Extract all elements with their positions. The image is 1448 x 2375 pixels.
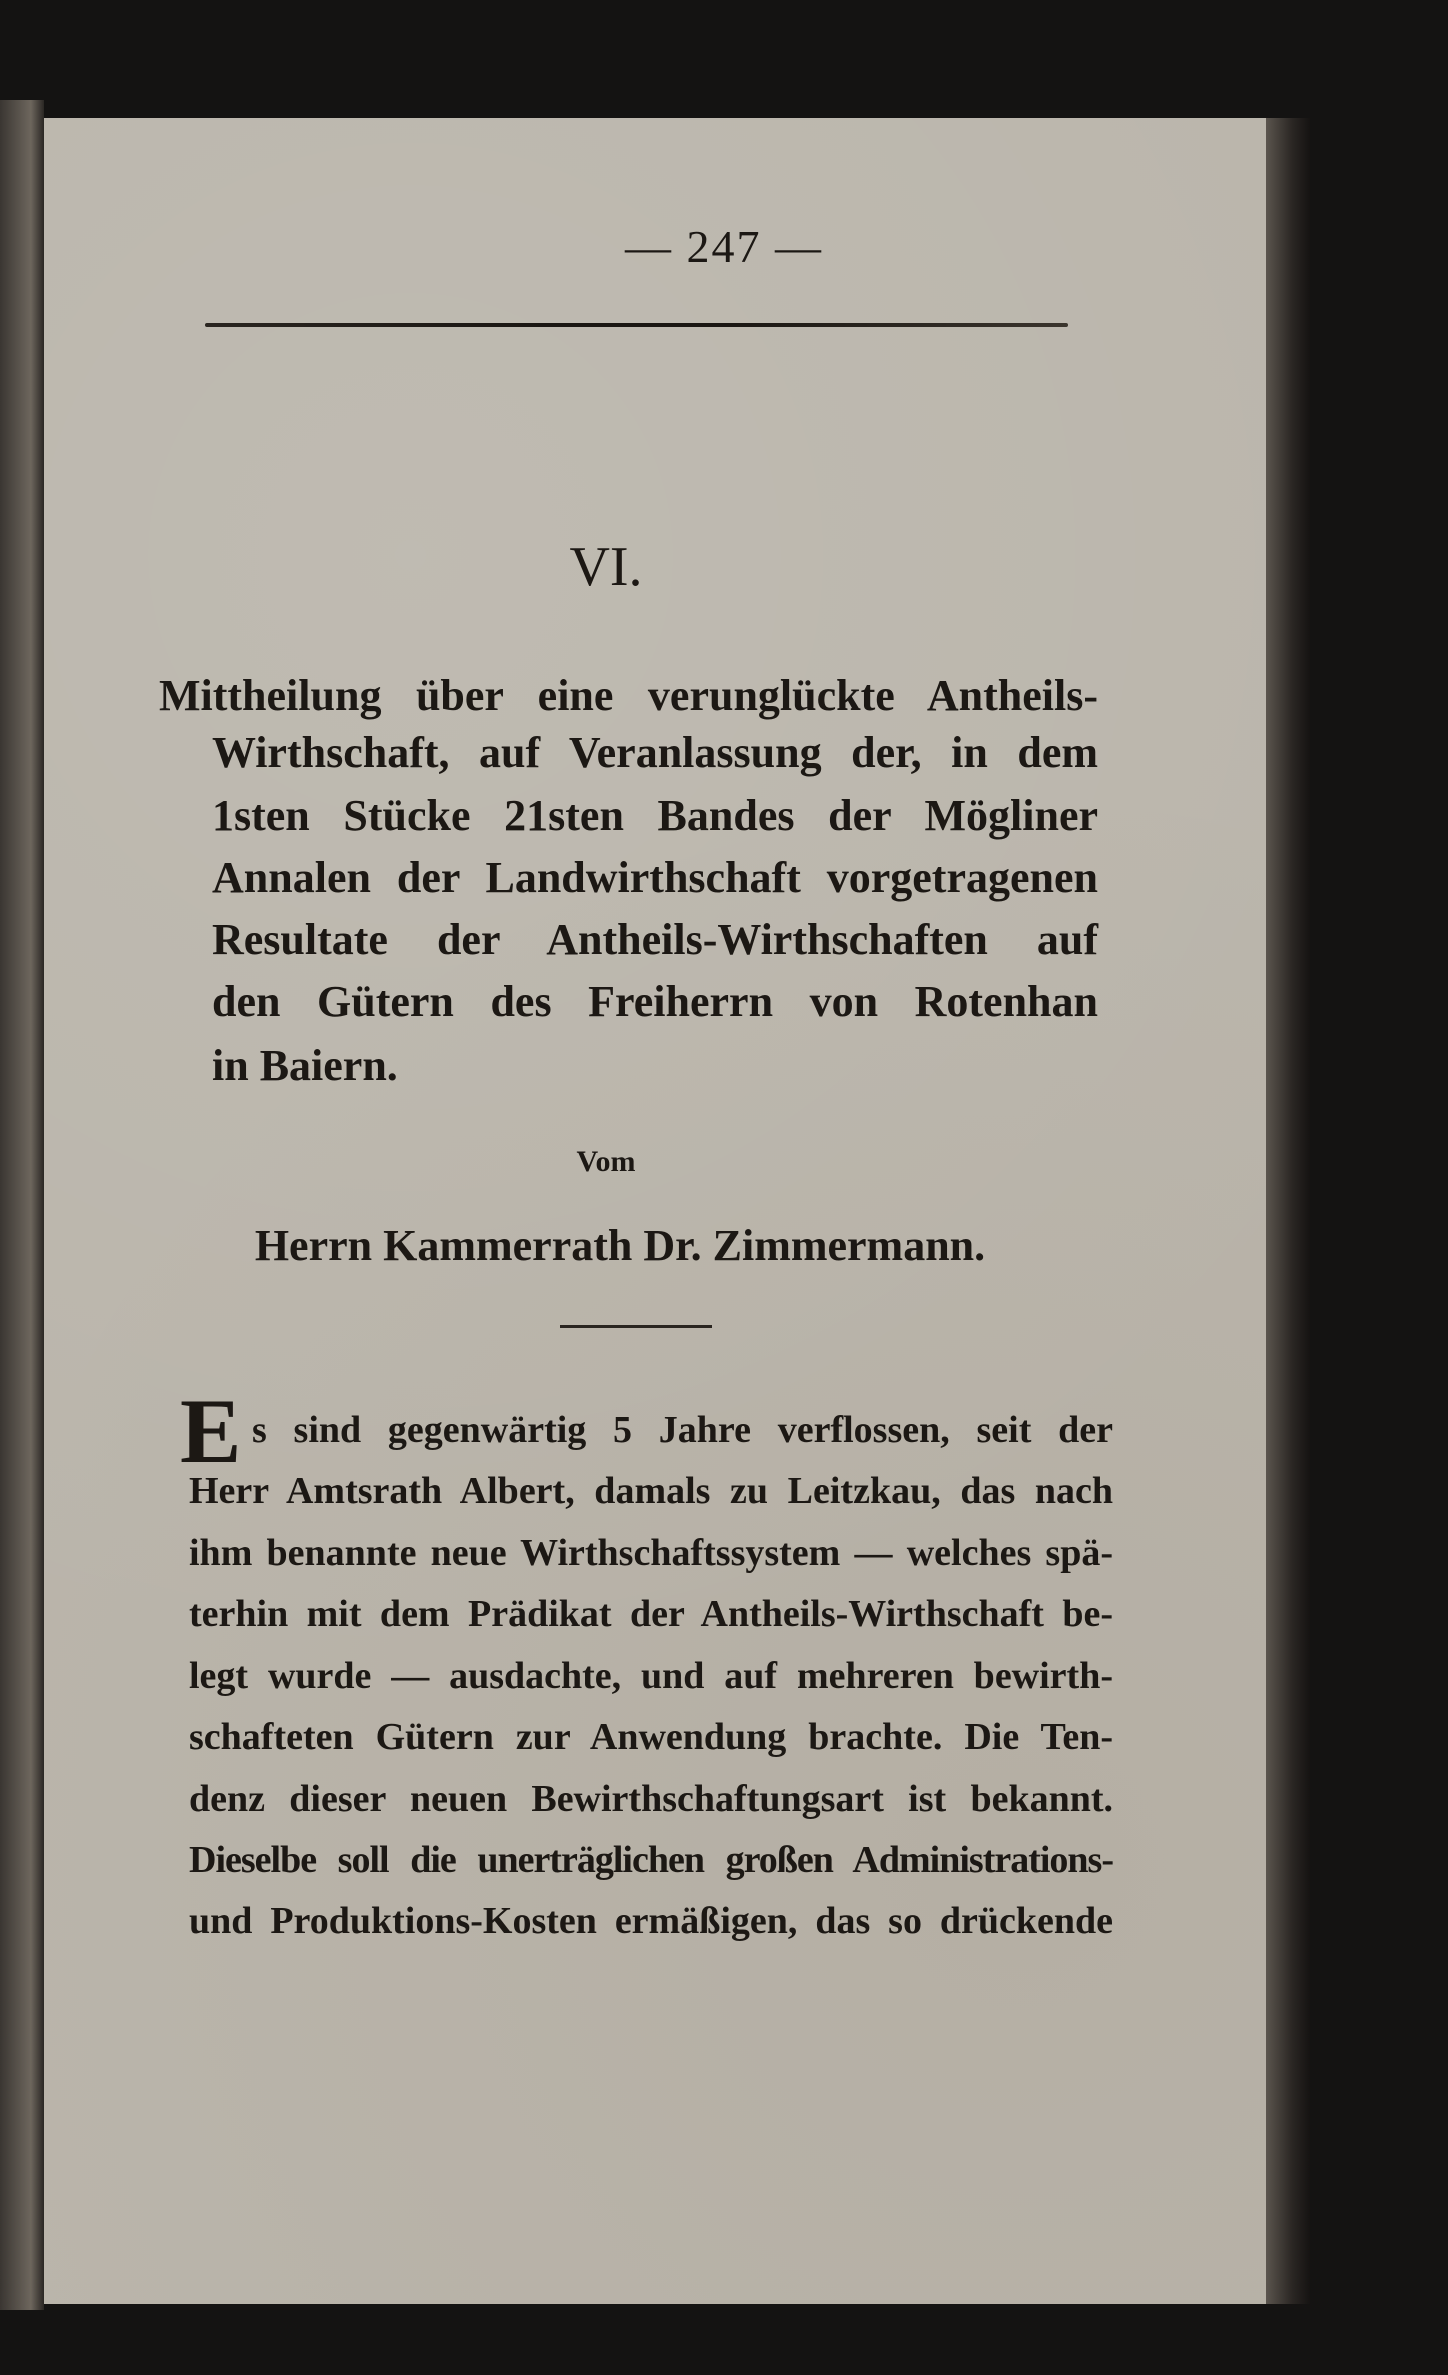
body-line: schafteten Gütern zur Anwendung brachte. Die Ten- xyxy=(189,1716,1113,1758)
title-line: den Gütern des Freiherrn von Rotenhan xyxy=(212,977,1098,1026)
title-line: Resultate der Antheils-Wirthschaften auf xyxy=(212,915,1098,964)
title-line: 1sten Stücke 21sten Bandes der Mögliner xyxy=(212,791,1098,840)
title-line: Mittheilung über eine verunglückte Antheils- xyxy=(159,671,1098,720)
body-line: legt wurde — ausdachte, und auf mehreren bewirth- xyxy=(189,1655,1113,1697)
chapter-number: VI. xyxy=(569,536,643,598)
adjacent-page-edge xyxy=(0,100,44,2310)
header-rule xyxy=(205,323,1068,327)
section-rule xyxy=(560,1325,712,1328)
book-page xyxy=(44,118,1266,2304)
title-line: Annalen der Landwirthschaft vorgetragenen xyxy=(212,853,1098,902)
body-line: Dieselbe soll die unerträglichen großen Administrations- xyxy=(189,1839,1113,1881)
body-line: und Produktions-Kosten ermäßigen, das so drückende xyxy=(189,1900,1113,1942)
body-line: s sind gegenwärtig 5 Jahre verflossen, seit der xyxy=(252,1409,1113,1451)
title-line: in Baiern. xyxy=(212,1041,398,1090)
body-line: Herr Amtsrath Albert, damals zu Leitzkau, das nach xyxy=(189,1470,1113,1512)
byline-prefix: Vom xyxy=(576,1145,636,1178)
body-line: denz dieser neuen Bewirthschaftungsart ist bekannt. xyxy=(189,1778,1113,1820)
author: Herrn Kammerrath Dr. Zimmermann. xyxy=(254,1221,986,1270)
book-binding xyxy=(1266,118,1310,2304)
page-number: — 247 — xyxy=(625,221,823,272)
body-line: terhin mit dem Prädikat der Antheils-Wirthschaft be- xyxy=(189,1593,1113,1635)
title-line: Wirthschaft, auf Veranlassung der, in dem xyxy=(212,728,1098,777)
body-line: ihm benannte neue Wirthschaftssystem — welches spä- xyxy=(189,1532,1113,1574)
drop-cap: E xyxy=(180,1380,242,1482)
